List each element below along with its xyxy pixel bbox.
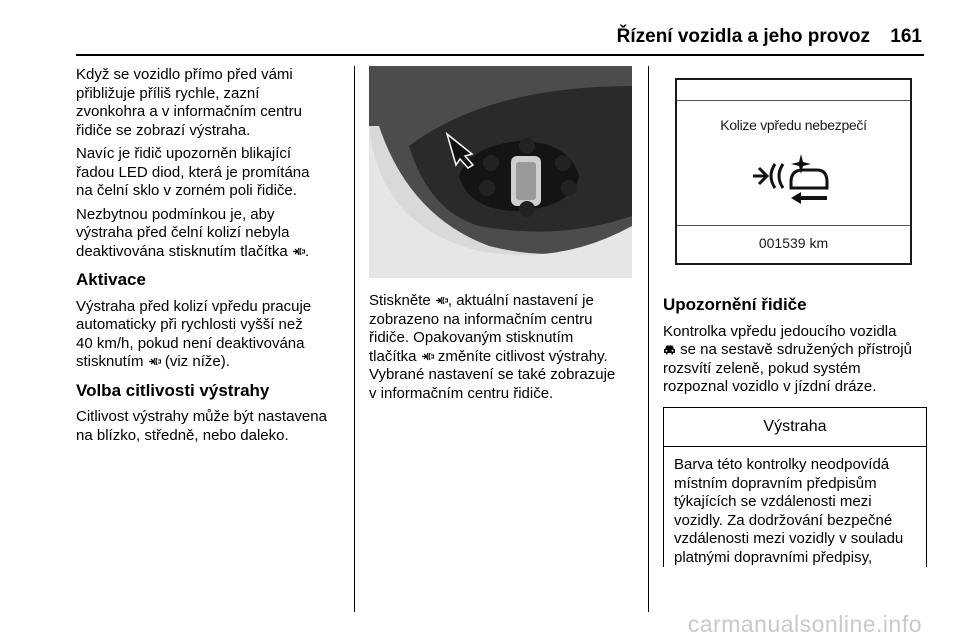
text-segment: se na sestavě sdružených přístrojů rozsvítí zeleně, pokud systém rozpoznal vozidlo v jízdní dráze. [663,341,912,395]
header-title: Řízení vozidla a jeho provoz [616,26,870,47]
column-3 [663,66,928,567]
text-segment: změníte citlivost výstrahy. Vybrané nastavení se také zobrazuje v informačním centru řidiče. [369,347,616,402]
text-segment: Nezbytnou podmínkou je, aby výstraha před čelní kolizí nebyla deaktivována stisknutím tlačítka [76,205,290,260]
driver-info-display-figure [663,66,926,278]
column-2 [369,66,641,408]
text-segment: Výstraha před kolizí vpředu pracuje automaticky při rychlosti vyšší než 40 km/h, pokud není deaktivována stisknutím [76,297,312,370]
car-front-icon [663,344,676,355]
collision-alert-icon [148,356,161,367]
collision-warning-icon [751,152,841,212]
paragraph-led-warning: Navíc je řidič upozorněn blikající řadou LED diod, která je promítána na čelní sklo v zorném poli řidiče. [76,145,310,199]
collision-alert-icon [292,246,305,257]
collision-alert-icon [435,295,448,306]
column-1 [76,66,348,450]
warning-box [663,407,927,568]
page-number: 161 [890,26,922,47]
text-segment: Stiskněte [369,292,435,309]
text-segment: , aktuální nastavení je zobrazeno na informačním centru řidiče. Opakovaným stisknutím tlačítka [369,292,594,365]
display-warning-title: Kolize vpředu nebezpečí [720,117,867,133]
paragraph-sensitivity: Citlivost výstrahy může být nastavena na blízko, středně, nebo daleko. [76,408,327,444]
text-segment: . [304,242,310,260]
display-divider [677,100,910,101]
paragraph-approach-warning: Když se vozidlo přímo před vámi přibližuje příliš rychle, zazní zvonkohra a v informačním centru řidiče se zobrazí výstraha. [76,66,302,139]
steering-wheel-illustration [369,66,632,278]
column-divider-1 [354,66,355,612]
heading-driver-alert: Upozornění řidiče [663,295,807,314]
steering-wheel-figure [369,66,632,278]
header-rule [76,54,924,56]
column-divider-2 [648,66,649,612]
text-segment: Kontrolka vpředu jedoucího vozidla [663,322,897,340]
driver-info-display [675,78,912,265]
display-odometer: 001539 km [758,235,829,251]
paragraph-press-button [369,292,641,403]
display-divider [677,225,910,226]
collision-alert-icon [421,351,434,362]
warning-title: Výstraha [664,408,926,448]
heading-sensitivity: Volba citlivosti výstrahy [76,380,270,400]
paragraph-activation [76,298,348,372]
watermark: carmanualsonline.info [687,611,922,637]
warning-text: Barva této kontrolky neodpovídá místním dopravním předpisům týkajících se vzdálenosti mezi vozidly. Za dodržování bezpečné vzdálenosti mezi vozidly v souladu platnými dopravními předpisy, [674,456,904,566]
text-segment: (viz níže). [160,353,230,370]
paragraph-indicator [663,323,928,397]
heading-activation: Aktivace [76,270,146,289]
paragraph-precondition [76,206,348,262]
